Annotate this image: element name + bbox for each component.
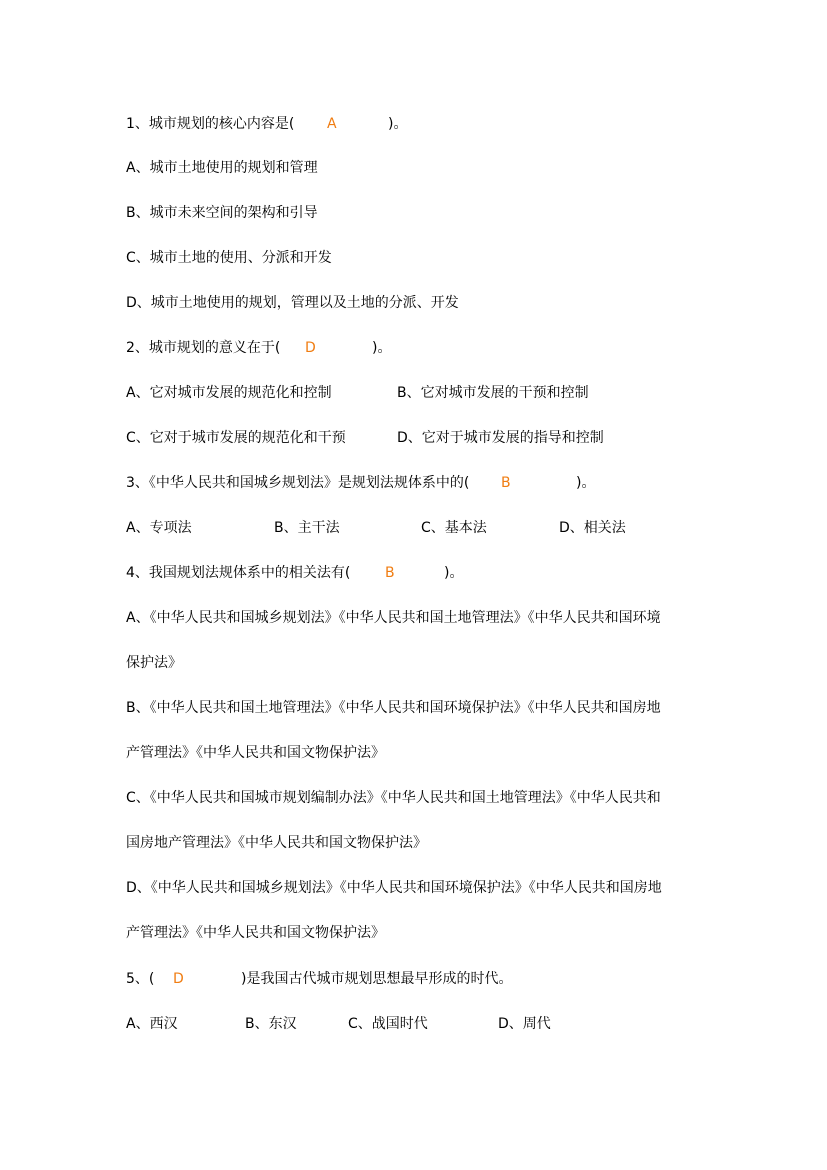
question-stem-close: )。 [372,340,392,356]
answer-letter: D [173,971,184,987]
question-5-option-a: A、西汉 [126,1016,178,1032]
question-stem-text: )是我国古代城市规划思想最早形成的时代。 [241,971,513,987]
question-2-option-a: A、它对城市发展的规范化和控制 [126,385,332,401]
question-1-option-b: B、城市未来空间的架构和引导 [126,205,318,221]
question-stem-close: )。 [444,565,464,581]
question-5-option-c: C、战国时代 [348,1016,428,1032]
question-stem-text: 4、我国规划法规体系中的相关法有( [126,565,351,581]
answer-letter: A [327,116,337,132]
question-1-option-d: D、城市土地使用的规划，管理以及土地的分派、开发 [126,295,459,311]
question-4-option-d-line-2: 产管理法》《中华人民共和国文物保护法》 [126,925,385,941]
question-4-option-c-line-2: 国房地产管理法》《中华人民共和国文物保护法》 [126,835,427,851]
question-1-option-a: A、城市土地使用的规划和管理 [126,160,318,176]
question-4-option-a-line-1: A、《中华人民共和国城乡规划法》《中华人民共和国土地管理法》《中华人民共和国环境 [126,610,661,626]
question-stem-close: )。 [388,116,408,132]
question-4-option-b-line-2: 产管理法》《中华人民共和国文物保护法》 [126,745,385,761]
question-stem-open: 5、( [126,971,155,987]
question-4-option-b-line-1: B、《中华人民共和国土地管理法》《中华人民共和国环境保护法》《中华人民共和国房地 [126,700,661,716]
question-3-option-b: B、主干法 [274,520,340,536]
question-2-option-d: D、它对于城市发展的指导和控制 [397,430,604,446]
question-stem-close: )。 [576,475,596,491]
question-1-option-c: C、城市土地的使用、分派和开发 [126,250,332,266]
question-stem-text: 2、城市规划的意义在于( [126,340,281,356]
question-2-option-c: C、它对于城市发展的规范化和干预 [126,430,346,446]
question-3-option-a: A、专项法 [126,520,192,536]
answer-letter: B [501,475,511,491]
question-3-option-c: C、基本法 [421,520,487,536]
question-3-option-d: D、相关法 [559,520,626,536]
question-5-option-d: D、周代 [498,1016,551,1032]
answer-letter: B [385,565,395,581]
question-4-option-c-line-1: C、《中华人民共和国城市规划编制办法》《中华人民共和国土地管理法》《中华人民共和 [126,790,661,806]
answer-letter: D [305,340,316,356]
question-4-option-d-line-1: D、《中华人民共和国城乡规划法》《中华人民共和国环境保护法》《中华人民共和国房地 [126,880,662,896]
question-5-option-b: B、东汉 [245,1016,297,1032]
question-4-option-a-line-2: 保护法》 [126,655,182,671]
question-stem-text: 3、《中华人民共和国城乡规划法》是规划法规体系中的( [126,475,470,491]
question-2-option-b: B、它对城市发展的干预和控制 [397,385,589,401]
question-stem-text: 1、城市规划的核心内容是( [126,116,295,132]
